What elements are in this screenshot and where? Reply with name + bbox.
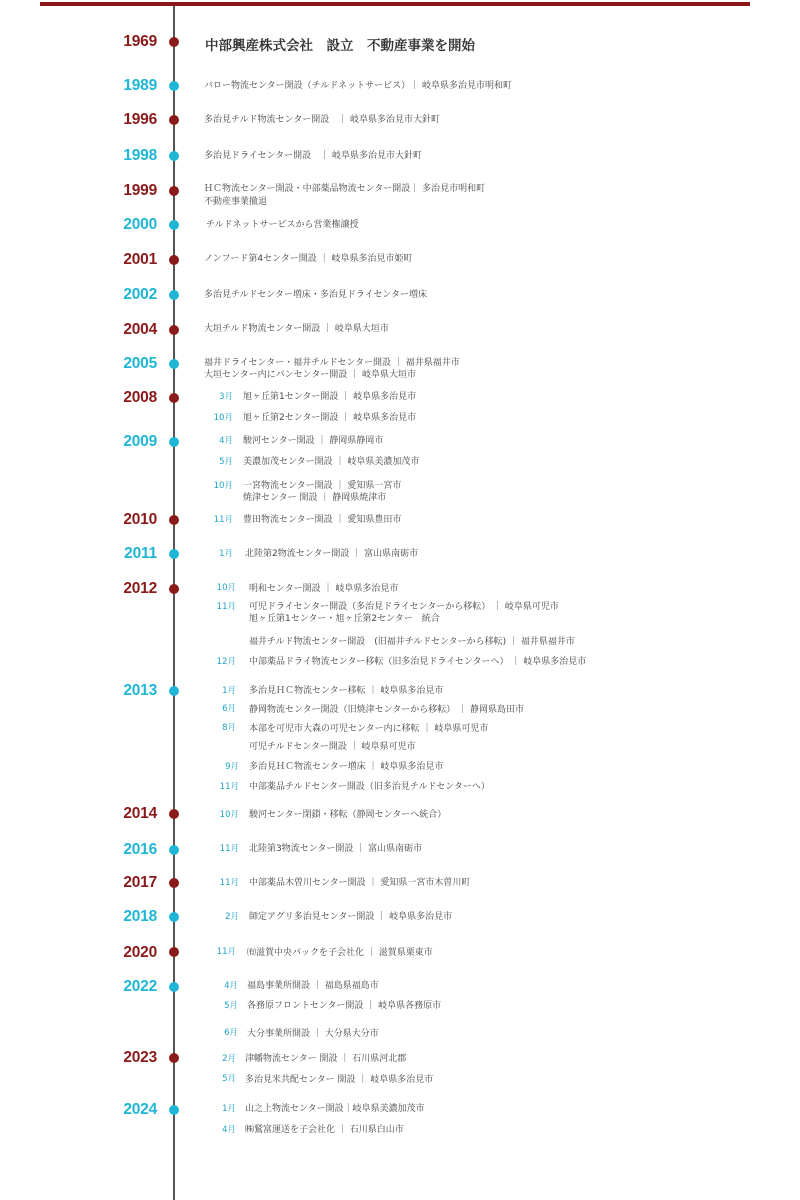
timeline-dot-2013 xyxy=(169,686,179,696)
year-2002: 2002 xyxy=(123,286,157,303)
timeline-dot-2000 xyxy=(169,220,179,230)
year-2001: 2001 xyxy=(123,251,157,268)
timeline-dot-2002 xyxy=(169,290,179,300)
event-2016: 北陸第3物流センター開設 ｜ 富山県南砺市 xyxy=(249,844,423,854)
timeline-dot-2022 xyxy=(169,982,179,992)
event-2005-b: 大垣センター内にパンセンター開設 ｜ 岐阜県大垣市 xyxy=(204,370,417,380)
timeline-dot-2017 xyxy=(169,878,179,888)
event-2024-b: ㈱鷲富運送を子会社化 ｜ 石川県白山市 xyxy=(245,1125,404,1135)
month-label: 10月 xyxy=(216,583,236,593)
month-label: 12月 xyxy=(216,657,236,667)
year-2008: 2008 xyxy=(123,389,157,406)
event-2008-b: 旭ヶ丘第2センター開設 ｜ 岐阜県多治見市 xyxy=(243,413,417,423)
month-label: 11月 xyxy=(219,878,239,888)
year-2012: 2012 xyxy=(123,580,157,597)
year-2013: 2013 xyxy=(123,682,157,699)
timeline-dot-1998 xyxy=(169,151,179,161)
event-2012-c: 旭ヶ丘第1センター・旭ヶ丘第2センター 統合 xyxy=(249,614,440,624)
event-2013-f: 中部薬品チルドセンター開設（旧多治見チルドセンターへ） xyxy=(249,782,490,792)
timeline-dot-2001 xyxy=(169,255,179,265)
month-label: 11月 xyxy=(213,515,233,525)
year-2014: 2014 xyxy=(123,805,157,822)
month-label: 8月 xyxy=(222,723,236,733)
event-2000: チルドネットサービスから営業権譲授 xyxy=(206,220,359,230)
timeline-dot-2023 xyxy=(169,1053,179,1063)
event-2004: 大垣チルド物流センター開設 ｜ 岐阜県大垣市 xyxy=(204,324,389,334)
timeline-dot-1989 xyxy=(169,81,179,91)
month-label: 1月 xyxy=(219,549,233,559)
year-2022: 2022 xyxy=(123,978,157,995)
event-2018: 師定アグリ多治見センター開設 ｜ 岐阜県多治見市 xyxy=(249,912,453,922)
event-2013-e: 多治見ＨＣ物流センター増床 ｜ 岐阜県多治見市 xyxy=(249,762,444,772)
timeline-dot-2008 xyxy=(169,393,179,403)
year-2009: 2009 xyxy=(123,433,157,450)
month-label: 11月 xyxy=(219,782,239,792)
event-2013-c: 本部を可児市大森の可児センター内に移転 ｜ 岐阜県可児市 xyxy=(249,724,489,734)
event-2012-a: 明和センター開設 ｜ 岐阜県多治見市 xyxy=(249,584,399,594)
event-2009-a: 駿河センター開設 ｜ 静岡県静岡市 xyxy=(243,436,384,446)
month-label: 5月 xyxy=(224,1001,238,1011)
timeline-dot-1999 xyxy=(169,186,179,196)
month-label: 6月 xyxy=(224,1028,238,1038)
year-2023: 2023 xyxy=(123,1049,157,1066)
event-2013-a: 多治見ＨＣ物流センター移転 ｜ 岐阜県多治見市 xyxy=(249,686,444,696)
month-label: 11月 xyxy=(216,947,236,957)
timeline-dot-2009 xyxy=(169,437,179,447)
event-2012-e: 中部薬品ドライ物流センター移転（旧多治見ドライセンターへ） ｜ 岐阜県多治見市 xyxy=(249,657,587,667)
year-2004: 2004 xyxy=(123,321,157,338)
month-label: 1月 xyxy=(222,686,236,696)
event-2014: 駿河センター閉鎖・移転（静岡センターへ統合） xyxy=(249,810,447,820)
month-label: 6月 xyxy=(222,704,236,714)
timeline-dot-2020 xyxy=(169,947,179,957)
event-2023-a: 津幡物流センター 開設 ｜ 石川県河北郡 xyxy=(245,1054,407,1064)
year-2018: 2018 xyxy=(123,908,157,925)
event-2013-b: 静岡物流センター開設（旧焼津センターから移転） ｜ 静岡県島田市 xyxy=(249,705,525,715)
event-1998: 多治見ドライセンター開設 ｜ 岐阜県多治見市大針町 xyxy=(204,151,422,161)
event-2002: 多治見チルドセンター増床・多治見ドライセンター増床 xyxy=(204,290,428,300)
month-label: 2月 xyxy=(225,912,239,922)
event-2022-a: 福島事業所開設 ｜ 福島県福島市 xyxy=(247,981,379,991)
timeline-dot-2004 xyxy=(169,325,179,335)
month-label: 3月 xyxy=(219,392,233,402)
event-2008-a: 旭ヶ丘第1センター開設 ｜ 岐阜県多治見市 xyxy=(243,392,417,402)
month-label: 5月 xyxy=(222,1074,236,1084)
timeline-dot-2011 xyxy=(169,549,179,559)
month-label: 4月 xyxy=(219,436,233,446)
month-label: 9月 xyxy=(225,762,239,772)
year-1969: 1969 xyxy=(123,33,157,50)
timeline-dot-2014 xyxy=(169,809,179,819)
year-2005: 2005 xyxy=(123,355,157,372)
month-label: 10月 xyxy=(213,413,233,423)
top-accent-bar xyxy=(40,2,750,6)
year-1989: 1989 xyxy=(123,77,157,94)
founding-title: 中部興産株式会社 設立 不動産事業を開始 xyxy=(205,38,475,54)
timeline-dot-1996 xyxy=(169,115,179,125)
timeline-dot-2016 xyxy=(169,845,179,855)
event-2023-b: 多治見米共配センター 開設 ｜ 岐阜県多治見市 xyxy=(245,1075,434,1085)
timeline-dot-2010 xyxy=(169,515,179,525)
timeline-dot-1969 xyxy=(169,37,179,47)
event-2009-c: 一宮物流センター開設 ｜ 愛知県一宮市 xyxy=(243,481,402,491)
month-label: 11月 xyxy=(219,844,239,854)
year-2017: 2017 xyxy=(123,874,157,891)
event-2020: ㈲滋賀中央パックを子会社化 ｜ 滋賀県栗東市 xyxy=(247,948,433,958)
event-1989: バロー物流センター開設（チルドネットサービス）｜ 岐阜県多治見市明和町 xyxy=(204,81,512,91)
event-2001: ノンフード第4センター開設 ｜ 岐阜県多治見市姫町 xyxy=(204,254,413,264)
month-label: 10月 xyxy=(219,810,239,820)
year-2020: 2020 xyxy=(123,944,157,961)
event-2009-b: 美濃加茂センター開設 ｜ 岐阜県美濃加茂市 xyxy=(243,457,420,467)
month-label: 11月 xyxy=(216,602,236,612)
event-2011: 北陸第2物流センター開設 ｜ 富山県南砺市 xyxy=(245,549,419,559)
month-label: 4月 xyxy=(224,981,238,991)
year-1999: 1999 xyxy=(123,182,157,199)
event-1996: 多治見チルド物流センター開設 ｜ 岐阜県多治見市大針町 xyxy=(204,115,441,125)
event-2013-d: 可児チルドセンター開設 ｜ 岐阜県可児市 xyxy=(249,742,416,752)
event-2012-b: 可児ドライセンター開設（多治見ドライセンターから移転） ｜ 岐阜県可児市 xyxy=(249,602,559,612)
event-2022-c: 大分事業所開設 ｜ 大分県大分市 xyxy=(247,1029,379,1039)
event-2010: 豊田物流センター開設 ｜ 愛知県豊田市 xyxy=(243,515,402,525)
event-2012-d: 福井チルド物流センター開設 (旧福井チルドセンターから移転) ｜ 福井県福井市 xyxy=(249,637,575,647)
event-2024-a: 山之上物流センター開設｜岐阜県美濃加茂市 xyxy=(245,1104,425,1114)
timeline-dot-2005 xyxy=(169,359,179,369)
year-2024: 2024 xyxy=(123,1101,157,1118)
event-2022-b: 各務原フロントセンター開設 ｜ 岐阜県各務原市 xyxy=(247,1001,442,1011)
event-1999-b: 不動産事業撤退 xyxy=(204,197,268,207)
month-label: 5月 xyxy=(219,457,233,467)
year-2011: 2011 xyxy=(124,545,157,562)
month-label: 2月 xyxy=(222,1054,236,1064)
year-2010: 2010 xyxy=(123,511,157,528)
event-2009-d: 焼津センター 開設 ｜ 静岡県焼津市 xyxy=(243,493,387,503)
month-label: 4月 xyxy=(222,1125,236,1135)
event-2005-a: 福井ドライセンター・福井チルドセンター開設 ｜ 福井県福井市 xyxy=(204,358,460,368)
year-2016: 2016 xyxy=(123,841,157,858)
timeline-dot-2018 xyxy=(169,912,179,922)
month-label: 1月 xyxy=(222,1104,236,1114)
event-2017: 中部薬品木曽川センター開設 ｜ 愛知県一宮市木曽川町 xyxy=(249,878,471,888)
timeline-dot-2012 xyxy=(169,584,179,594)
event-1999-a: ＨＣ物流センター開設・中部薬品物流センター開設｜ 多治見市明和町 xyxy=(204,184,486,194)
year-2000: 2000 xyxy=(123,216,157,233)
year-1996: 1996 xyxy=(123,111,157,128)
year-1998: 1998 xyxy=(123,147,157,164)
month-label: 10月 xyxy=(213,481,233,491)
timeline-dot-2024 xyxy=(169,1105,179,1115)
